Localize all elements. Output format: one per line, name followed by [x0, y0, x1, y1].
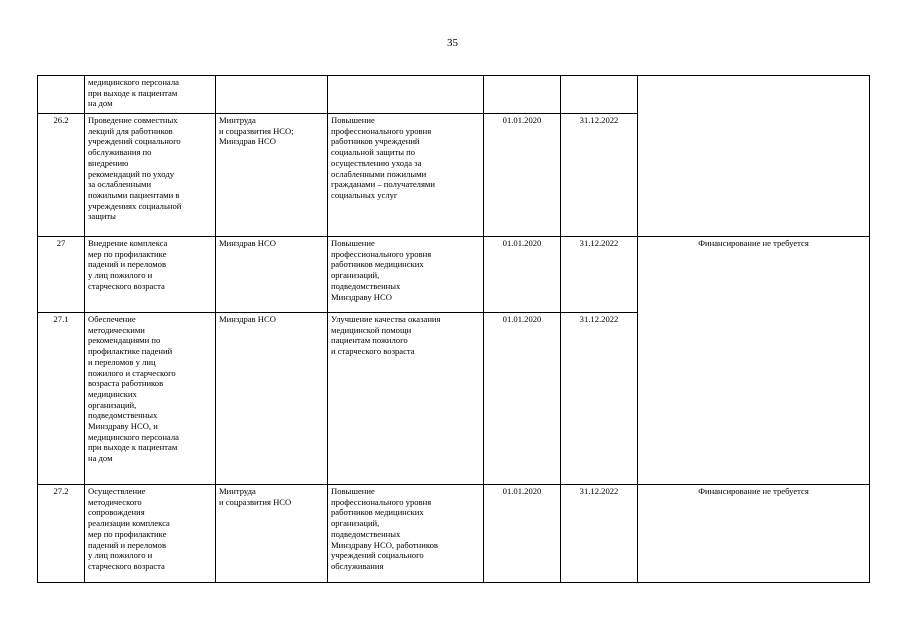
row-number-cell: 27.1 — [38, 313, 85, 485]
start-date-cell: 01.01.2020 — [484, 485, 561, 583]
row-number-cell — [38, 76, 85, 114]
executor-cell: Минтруда и соцразвития НСО; Минздрав НСО — [216, 114, 328, 237]
financing-cell: Финансирование не требуется — [638, 485, 870, 583]
financing-cell: Финансирование не требуется — [638, 237, 870, 485]
measures-table — [37, 75, 870, 583]
result-cell — [328, 76, 484, 114]
executor-cell: Минтруда и соцразвития НСО — [216, 485, 328, 583]
end-date-cell: 31.12.2022 — [561, 114, 638, 237]
executor-cell: Минздрав НСО — [216, 313, 328, 485]
activity-cell: Внедрение комплекса мер по профилактике падений и переломов у лиц пожилого и старческого возраста — [85, 237, 216, 313]
end-date-cell: 31.12.2022 — [561, 485, 638, 583]
result-cell: Повышение профессионального уровня работников медицинских организаций, подведомственных Минздраву НСО — [328, 237, 484, 313]
executor-cell: Минздрав НСО — [216, 237, 328, 313]
result-cell: Улучшение качества оказания медицинской помощи пациентам пожилого и старческого возраста — [328, 313, 484, 485]
end-date-cell: 31.12.2022 — [561, 313, 638, 485]
row-number-cell: 27 — [38, 237, 85, 313]
activity-cell: Обеспечение методическими рекомендациями по профилактике падений и переломов у лиц пожилого и старческого возраста работников медицинских организаций, подведомственных Минздраву НСО, и медицинского персонала при выходе к пациентам на дом — [85, 313, 216, 485]
start-date-cell: 01.01.2020 — [484, 114, 561, 237]
start-date-cell: 01.01.2020 — [484, 237, 561, 313]
executor-cell — [216, 76, 328, 114]
activity-cell: Осуществление методического сопровождения реализации комплекса мер по профилактике падений и переломов у лиц пожилого и старческого возраста — [85, 485, 216, 583]
table-row — [38, 485, 870, 583]
end-date-cell — [561, 76, 638, 114]
page-number: 35 — [447, 37, 458, 49]
table-row — [38, 237, 870, 313]
row-number-cell: 27.2 — [38, 485, 85, 583]
result-cell: Повышение профессионального уровня работников медицинских организаций, подведомственных Минздраву НСО, работников учреждений социального обслуживания — [328, 485, 484, 583]
table-row — [38, 76, 870, 114]
end-date-cell: 31.12.2022 — [561, 237, 638, 313]
activity-cell: Проведение совместных лекций для работников учреждений социального обслуживания по внедрению рекомендаций по уходу за ослабленными пожилыми пациентами в учреждениях социальной защиты — [85, 114, 216, 237]
result-cell: Повышение профессионального уровня работников учреждений социальной защиты по осуществлению ухода за ослабленными пожилыми гражданами – получателями социальных услуг — [328, 114, 484, 237]
start-date-cell — [484, 76, 561, 114]
activity-cell: медицинского персонала при выходе к пациентам на дом — [85, 76, 216, 114]
row-number-cell: 26.2 — [38, 114, 85, 237]
start-date-cell: 01.01.2020 — [484, 313, 561, 485]
financing-cell — [638, 76, 870, 237]
